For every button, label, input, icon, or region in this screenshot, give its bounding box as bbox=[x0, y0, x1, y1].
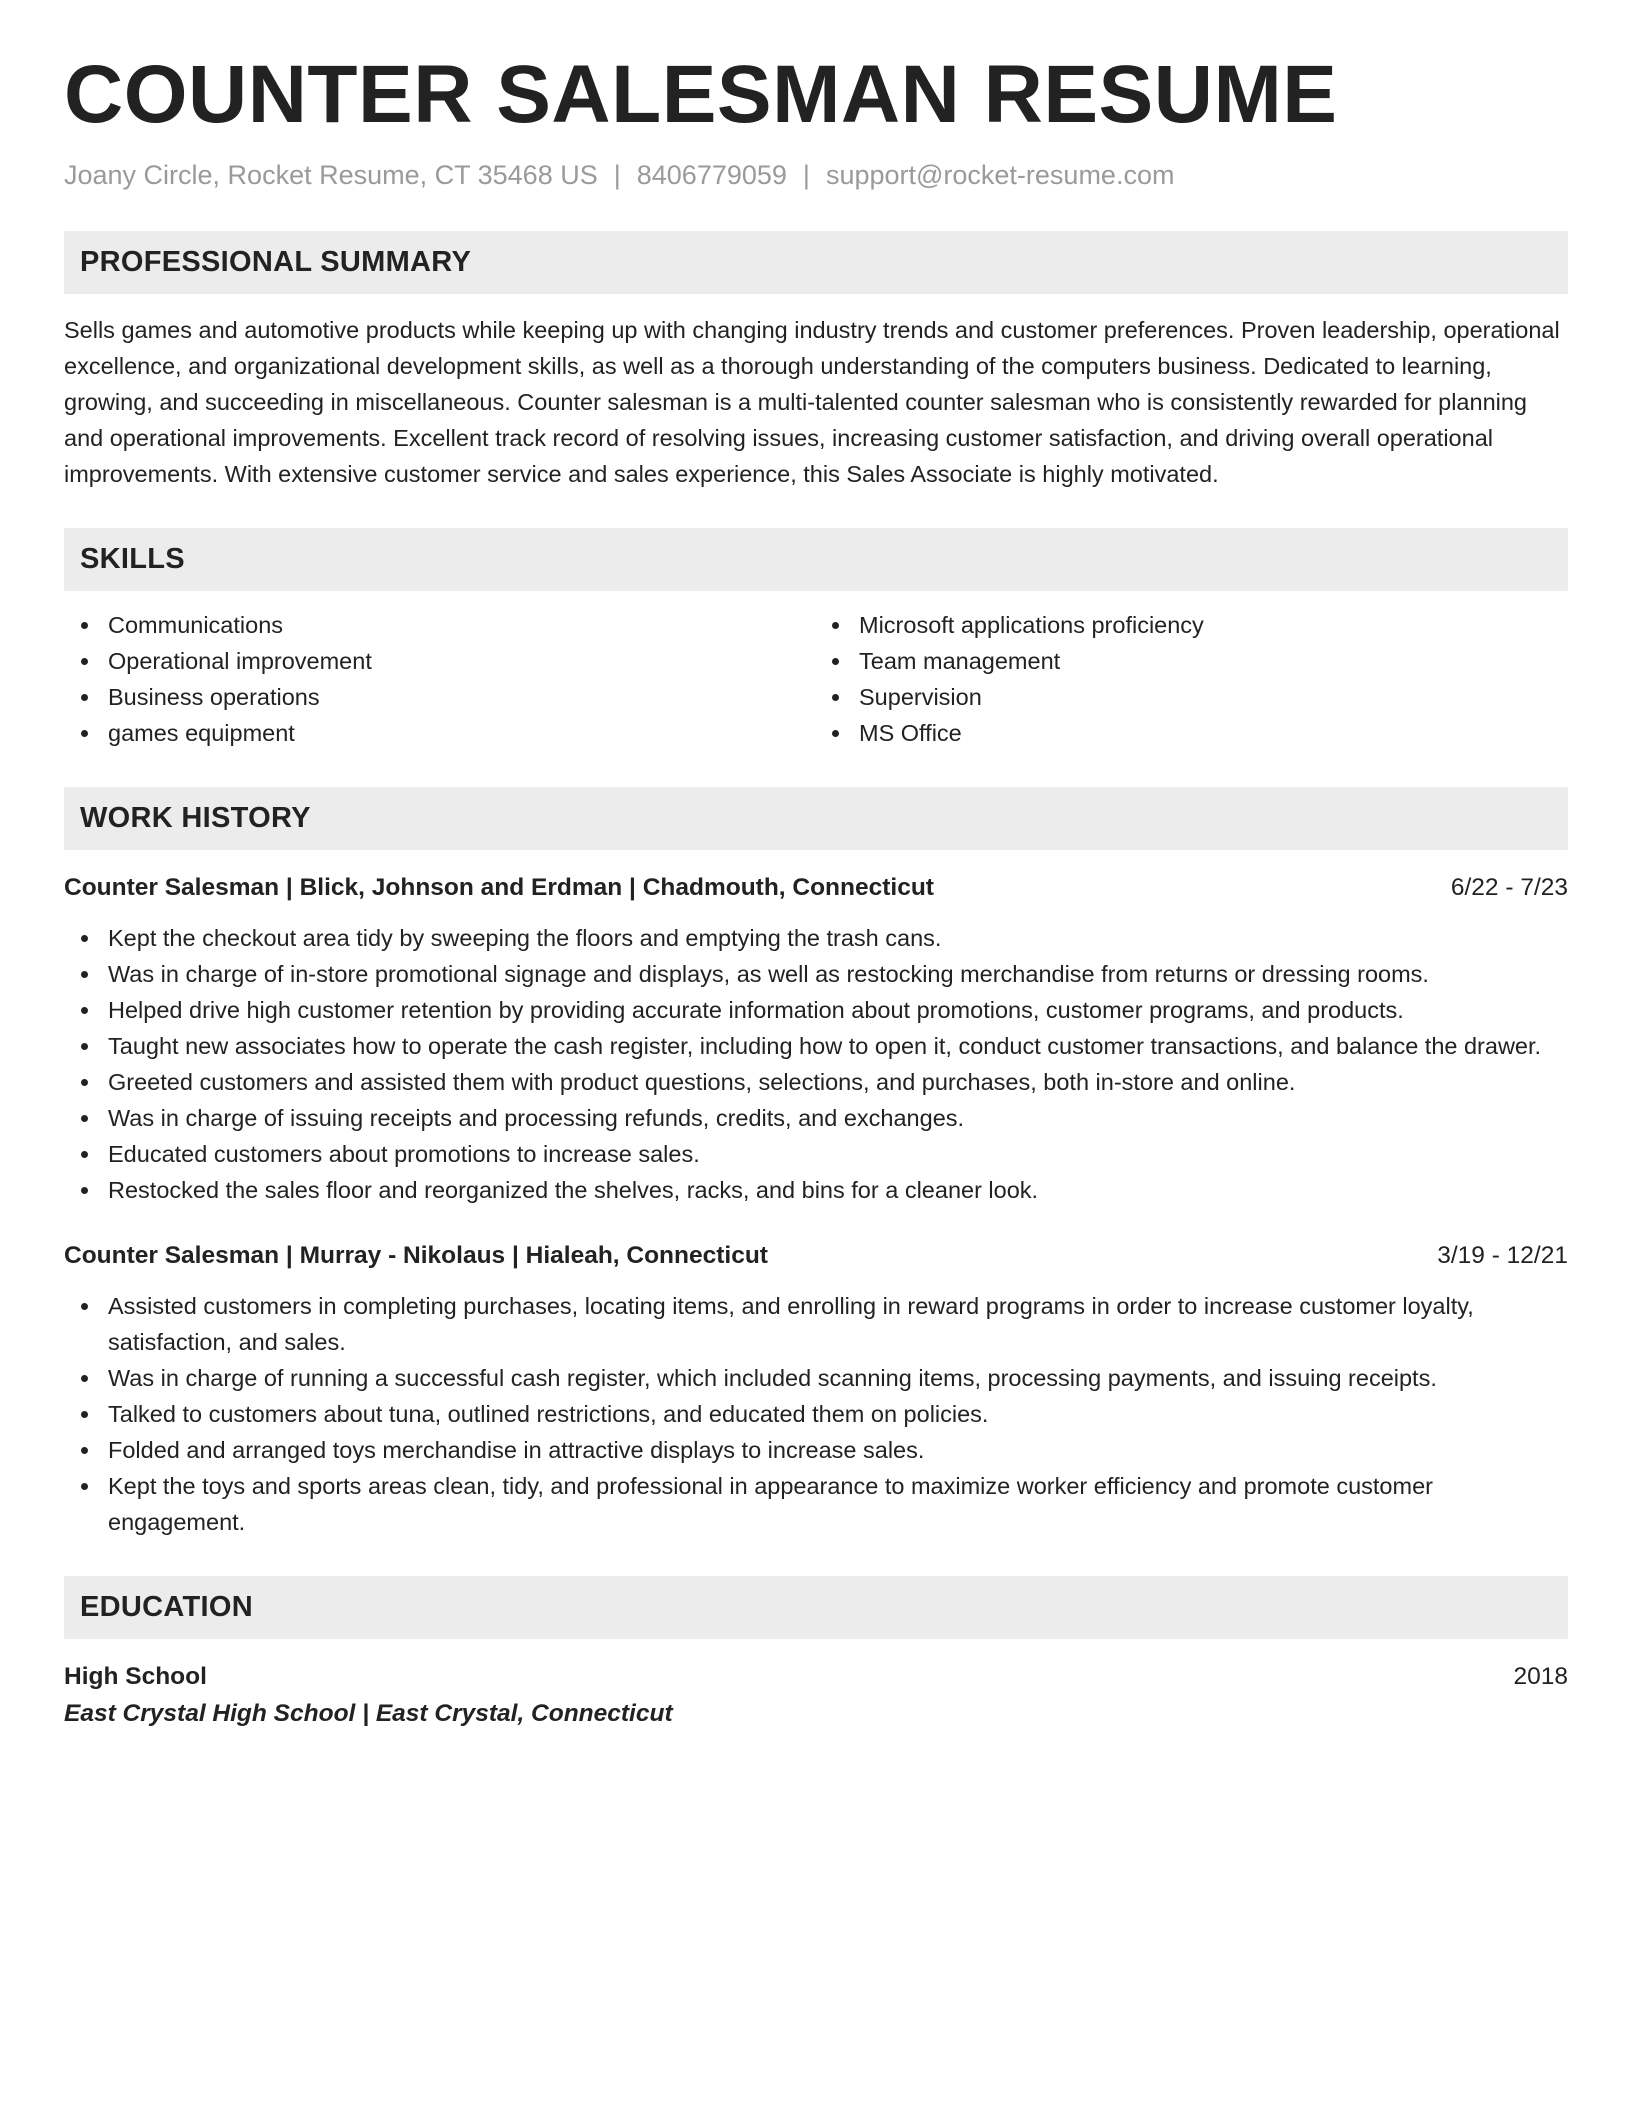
job-bullet: Greeted customers and assisted them with product questions, selections, and purchases, both in-store and online. bbox=[108, 1064, 1568, 1100]
skills-heading: SKILLS bbox=[80, 543, 185, 576]
resume-title: COUNTER SALESMAN RESUME bbox=[64, 49, 1338, 140]
job-bullet: Talked to customers about tuna, outlined restrictions, and educated them on policies. bbox=[108, 1396, 1568, 1432]
contact-phone: 8406779059 bbox=[636, 160, 787, 191]
skills-column-right bbox=[816, 607, 1568, 751]
skill-item: MS Office bbox=[859, 715, 1568, 751]
summary-section bbox=[64, 231, 1568, 492]
job-bullet: Educated customers about promotions to increase sales. bbox=[108, 1136, 1568, 1172]
job-bullet: Folded and arranged toys merchandise in attractive displays to increase sales. bbox=[108, 1432, 1568, 1468]
skills-section bbox=[64, 528, 1568, 751]
job-dates: 3/19 - 12/21 bbox=[1437, 1242, 1568, 1270]
job-title: Counter Salesman | Blick, Johnson and Erdman | Chadmouth, Connecticut bbox=[64, 874, 934, 902]
job-bullet: Restocked the sales floor and reorganized the shelves, racks, and bins for a cleaner look. bbox=[108, 1172, 1568, 1208]
work-heading: WORK HISTORY bbox=[80, 802, 311, 835]
job-bullets bbox=[64, 1288, 1568, 1540]
summary-heading-bar bbox=[64, 231, 1568, 294]
education-degree: High School bbox=[64, 1663, 207, 1691]
education-year: 2018 bbox=[1513, 1663, 1568, 1691]
skill-item: Communications bbox=[108, 607, 816, 643]
job-bullets bbox=[64, 920, 1568, 1208]
contact-address: Joany Circle, Rocket Resume, CT 35468 US bbox=[64, 160, 598, 191]
job-entry bbox=[64, 870, 1568, 1208]
skill-item: games equipment bbox=[108, 715, 816, 751]
job-bullet: Was in charge of issuing receipts and processing refunds, credits, and exchanges. bbox=[108, 1100, 1568, 1136]
job-title: Counter Salesman | Murray - Nikolaus | Hialeah, Connecticut bbox=[64, 1242, 768, 1270]
job-bullet: Kept the toys and sports areas clean, tidy, and professional in appearance to maximize worker efficiency and promote customer engagement. bbox=[108, 1468, 1568, 1540]
skills-grid bbox=[64, 607, 1568, 751]
job-bullet: Was in charge of running a successful cash register, which included scanning items, processing payments, and issuing receipts. bbox=[108, 1360, 1568, 1396]
skill-item: Microsoft applications proficiency bbox=[859, 607, 1568, 643]
skill-item: Team management bbox=[859, 643, 1568, 679]
job-bullet: Assisted customers in completing purchases, locating items, and enrolling in reward programs in order to increase customer loyalty, satisfaction, and sales. bbox=[108, 1288, 1568, 1360]
skill-item: Operational improvement bbox=[108, 643, 816, 679]
contact-separator: | bbox=[613, 160, 621, 191]
skills-column-left bbox=[64, 607, 816, 751]
summary-text: Sells games and automotive products while keeping up with changing industry trends and customer preferences. Proven leadership, operational excellence, and organizational development skills, as well as a thorough understanding of the computers business. Dedicated to learning, growing, and succeeding in miscellaneous. Counter salesman is a multi-talented counter salesman who is consistently rewarded for planning and operational improvements. Excellent track record of resolving issues, increasing customer satisfaction, and driving overall operational improvements. With extensive customer service and sales experience, this Sales Associate is highly motivated. bbox=[64, 317, 1560, 488]
job-header bbox=[64, 870, 1568, 906]
education-header bbox=[64, 1659, 1568, 1695]
skill-item: Business operations bbox=[108, 679, 816, 715]
education-section bbox=[64, 1576, 1568, 1733]
job-bullet: Was in charge of in-store promotional signage and displays, as well as restocking merchandise from returns or dressing rooms. bbox=[108, 956, 1568, 992]
education-heading-bar bbox=[64, 1576, 1568, 1639]
skill-item: Supervision bbox=[859, 679, 1568, 715]
job-bullet: Helped drive high customer retention by providing accurate information about promotions, customer programs, and products. bbox=[108, 992, 1568, 1028]
education-school: East Crystal High School | East Crystal, Connecticut bbox=[64, 1700, 673, 1728]
job-entry bbox=[64, 1238, 1568, 1540]
work-section bbox=[64, 787, 1568, 1540]
contact-email: support@rocket-resume.com bbox=[825, 160, 1175, 191]
job-dates: 6/22 - 7/23 bbox=[1450, 874, 1568, 902]
education-entry bbox=[64, 1659, 1568, 1733]
skills-heading-bar bbox=[64, 528, 1568, 591]
job-bullet: Kept the checkout area tidy by sweeping the floors and emptying the trash cans. bbox=[108, 920, 1568, 956]
contact-line bbox=[64, 160, 1568, 191]
job-header bbox=[64, 1238, 1568, 1274]
summary-heading: PROFESSIONAL SUMMARY bbox=[80, 246, 472, 279]
education-heading: EDUCATION bbox=[80, 1591, 253, 1624]
work-heading-bar bbox=[64, 787, 1568, 850]
contact-separator: | bbox=[802, 160, 810, 191]
job-bullet: Taught new associates how to operate the cash register, including how to open it, conduct customer transactions, and balance the drawer. bbox=[108, 1028, 1568, 1064]
